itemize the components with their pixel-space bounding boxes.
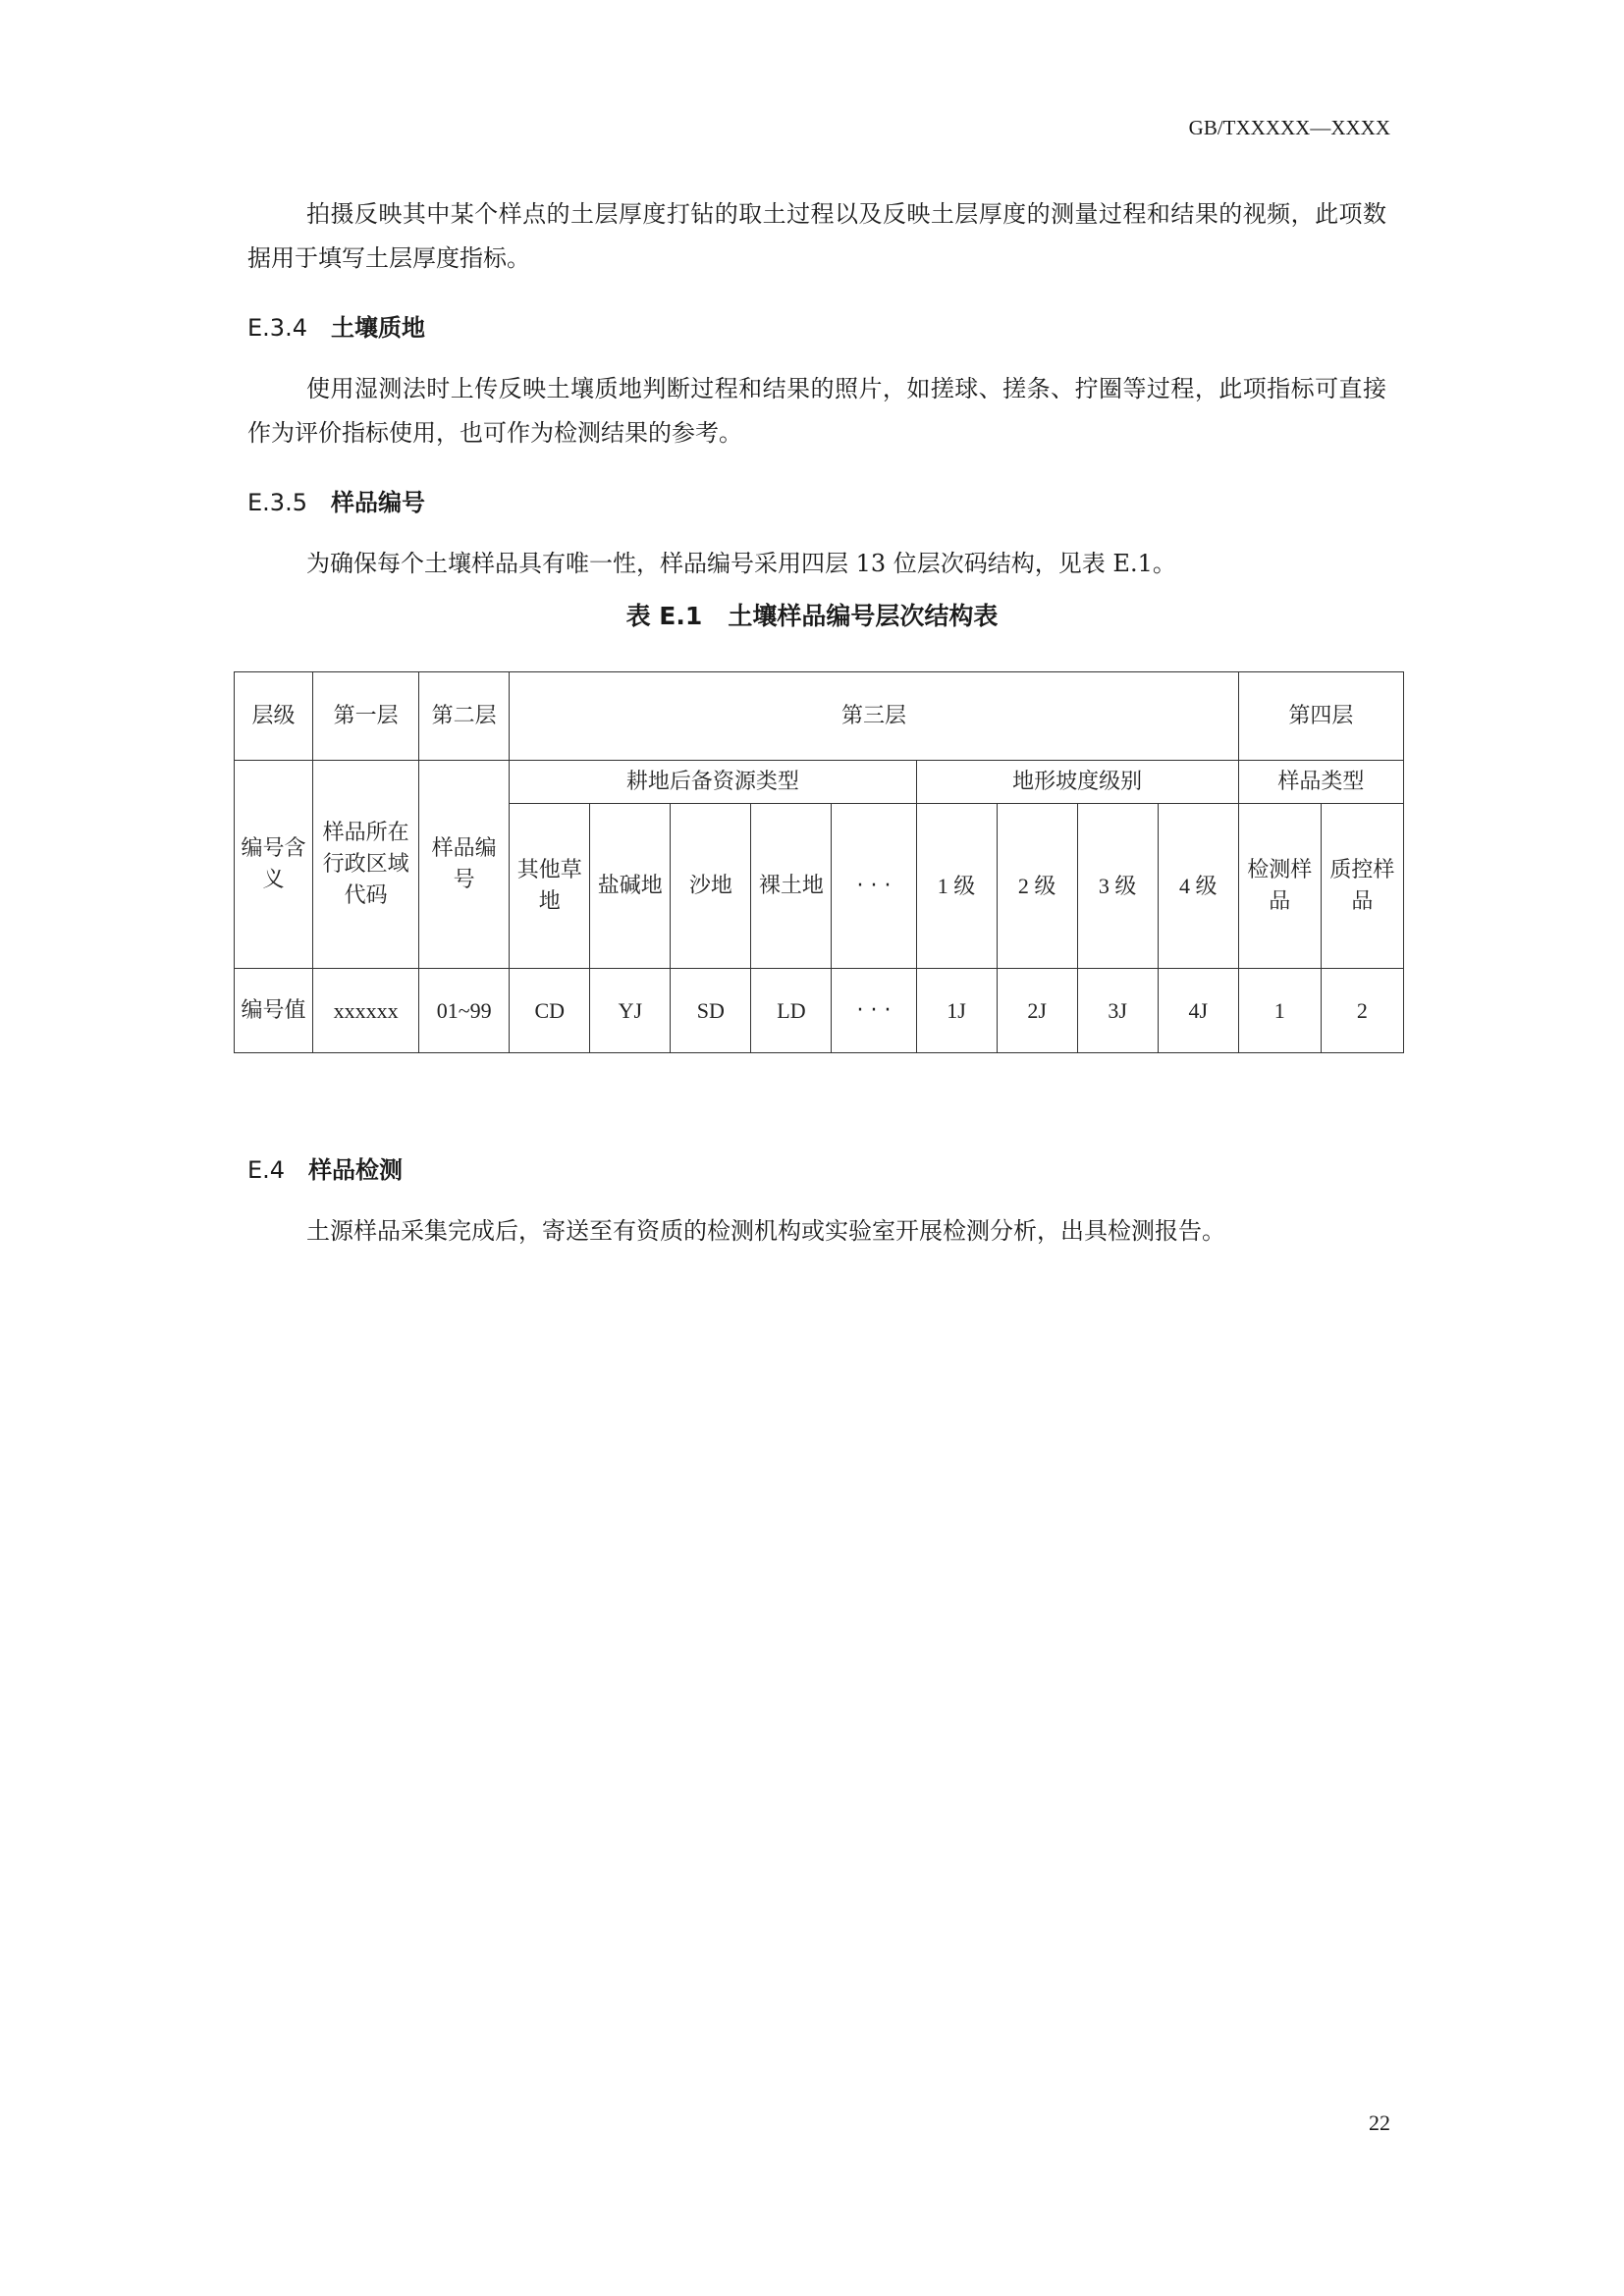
- section-heading-e35: [247, 483, 425, 517]
- table-cell: 层级: [235, 672, 313, 761]
- table-cell: 检测样品: [1238, 804, 1321, 969]
- sample-code-table: [234, 671, 1404, 1053]
- table-cell: 第三层: [510, 672, 1239, 761]
- table-cell: · · ·: [832, 969, 916, 1053]
- section-title: 样品检测: [308, 1156, 404, 1184]
- table-caption: [0, 597, 1624, 632]
- table-cell: 编号值: [235, 969, 313, 1053]
- table-row: [235, 761, 1404, 804]
- section-title: 土壤质地: [330, 314, 425, 342]
- table-cell: 3 级: [1077, 804, 1158, 969]
- table-cell: LD: [751, 969, 832, 1053]
- table-cell: 4 级: [1158, 804, 1238, 969]
- table-cell: 1 级: [916, 804, 997, 969]
- table-cell: 其他草地: [510, 804, 590, 969]
- table-cell: 盐碱地: [590, 804, 671, 969]
- table-cell: 2: [1321, 969, 1403, 1053]
- paragraph-texture: 使用湿测法时上传反映土壤质地判断过程和结果的照片，如搓球、搓条、拧圈等过程，此项指标可直接作为评价指标使用，也可作为检测结果的参考。: [247, 375, 1386, 447]
- section-heading-e34: [247, 308, 425, 343]
- section-number: E.4: [247, 1156, 286, 1184]
- paragraph-sample-code: 为确保每个土壤样品具有唯一性，样品编号采用四层 13 位层次码结构，见表 E.1。: [306, 550, 1176, 577]
- table-cell: 样品所在行政区域代码: [313, 761, 419, 969]
- page-number: 22: [1369, 2110, 1390, 2135]
- table-title: 土壤样品编号层次结构表: [728, 602, 999, 630]
- table-cell: 耕地后备资源类型: [510, 761, 916, 804]
- section-number: E.3.5: [247, 489, 307, 516]
- table-cell: 1J: [916, 969, 997, 1053]
- table-cell: 第四层: [1238, 672, 1403, 761]
- table-cell: SD: [671, 969, 751, 1053]
- table-cell: 编号含义: [235, 761, 313, 969]
- table-cell: 2J: [997, 969, 1077, 1053]
- table-cell: 裸土地: [751, 804, 832, 969]
- document-code: GB/TXXXXX—XXXX: [1188, 116, 1390, 139]
- table-cell: 样品类型: [1238, 761, 1403, 804]
- table-cell: 地形坡度级别: [916, 761, 1238, 804]
- table-cell: 沙地: [671, 804, 751, 969]
- table-cell: 第一层: [313, 672, 419, 761]
- table-cell: 3J: [1077, 969, 1158, 1053]
- table-cell: YJ: [590, 969, 671, 1053]
- table-cell: 第二层: [419, 672, 510, 761]
- section-heading-e4: [247, 1150, 403, 1185]
- table-cell: · · ·: [832, 804, 916, 969]
- paragraph-video: 拍摄反映其中某个样点的土层厚度打钻的取土过程以及反映土层厚度的测量过程和结果的视频，此项数据用于填写土层厚度指标。: [247, 200, 1386, 272]
- table-row: [235, 969, 1404, 1053]
- table-cell: 01~99: [419, 969, 510, 1053]
- table-cell: 4J: [1158, 969, 1238, 1053]
- section-number: E.3.4: [247, 314, 307, 342]
- table-cell: xxxxxx: [313, 969, 419, 1053]
- table-cell: 样品编号: [419, 761, 510, 969]
- table-row: [235, 672, 1404, 761]
- paragraph-testing: 土源样品采集完成后，寄送至有资质的检测机构或实验室开展检测分析，出具检测报告。: [306, 1217, 1225, 1245]
- table-cell: 1: [1238, 969, 1321, 1053]
- table-cell: 质控样品: [1321, 804, 1403, 969]
- table-cell: CD: [510, 969, 590, 1053]
- table-number: 表 E.1: [625, 602, 703, 630]
- section-title: 样品编号: [330, 489, 425, 516]
- table-cell: 2 级: [997, 804, 1077, 969]
